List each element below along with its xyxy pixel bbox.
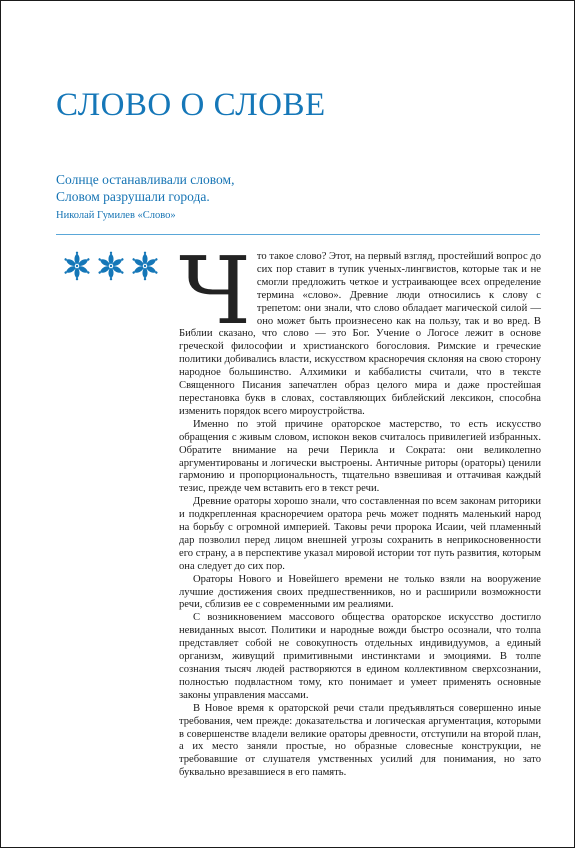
body-text	[179, 237, 541, 780]
epigraph	[56, 171, 234, 205]
epigraph-author: Николай Гумилев «Слово»	[56, 210, 176, 221]
snowflake-ornament-icon	[130, 251, 160, 281]
ornament	[62, 251, 160, 281]
paragraph: то такое слово? Этот, на первый взгляд, простейший вопрос до сих пор ставит в тупик ученых-лингвистов, которые так и не смогли предложить четкое и устраивающее всех определение термина «слово». Древние люди относились к слову с трепетом: они знали, что слово обладает магической силой — оно может быть произнесено как на пользу, так и во вред. В Библии сказано, что слово — это Бог. Учение о Логосе лежит в основе греческой философии и христианского богословия. Римские и греческие политики добивались власти, искусством красноречия склоняя на свою сторону народное большинство. Алхимики и каббалисты считали, что в тексте Священного Писания запечатлен образ целого мира и даже простейшая перестановка букв в словах, составляющих библейский лексикон, способна изменить порядок всего мироустройства.	[179, 251, 541, 417]
epigraph-line-2: Словом разрушали города.	[56, 189, 210, 204]
divider-rule	[56, 234, 540, 235]
drop-cap: Ч	[179, 237, 251, 345]
paragraph: В Новое время к ораторской речи стали предъявляться совершенно иные требования, чем прежде: доказательства и логическая аргументация, которыми в совершенстве владели великие ораторы древности, отступили на второй план, а их место заняли простые, но образные словесные конструкции, не требовавшие от слушателя умственных усилий для понимания, но зато буквально врезавшиеся в его память.	[179, 702, 541, 779]
epigraph-line-1: Солнце останавливали словом,	[56, 172, 235, 187]
snowflake-ornament-icon	[62, 251, 92, 281]
chapter-title: СЛОВО О СЛОВЕ	[56, 87, 326, 123]
paragraph: С возникновением массового общества ораторское искусство достигло невиданных высот. Политики и народные вожди быстро осознали, что толпа представляет собой не совокупность отдельных индивидуумов, а единый организм, живущий примитивными инстинктами и эмоциями. В толпе сознания тысяч людей растворяются в едином коллективном сверхсознании, полностью подвластном тому, кто понимает и умеет применять основные законы управления массами.	[179, 612, 541, 701]
paragraph: Ораторы Нового и Новейшего времени не только взяли на вооружение лучшие достижения своих предшественников, но и расширили возможности речи, сблизив ее с современными им реалиями.	[179, 573, 541, 611]
snowflake-ornament-icon	[96, 251, 126, 281]
paragraph: Древние ораторы хорошо знали, что составленная по всем законам риторики и подкрепленная красноречием оратора речь может поднять маленький народ на борьбу с огромной империей. Таковы речи пророка Исаии, чей пламенный дар позволил перед лицом внешней угрозы сохранить в неприкосновенности его страну, а в перспективе указал мировой истории тот путь развития, которым она следует до сих пор.	[179, 496, 541, 572]
paragraph: Именно по этой причине ораторское мастерство, то есть искусство обращения с живым словом, испокон веков считалось привилегией избранных. Обратите внимание на речи Перикла и Сократа: они великолепно аргументированы и логически выстроены. Античные риторы (ораторы) ценили гармонию и пропорциональность, тщательно взвешивая и оттачивая каждый тезис, прежде чем вставить его в текст речи.	[179, 418, 541, 495]
